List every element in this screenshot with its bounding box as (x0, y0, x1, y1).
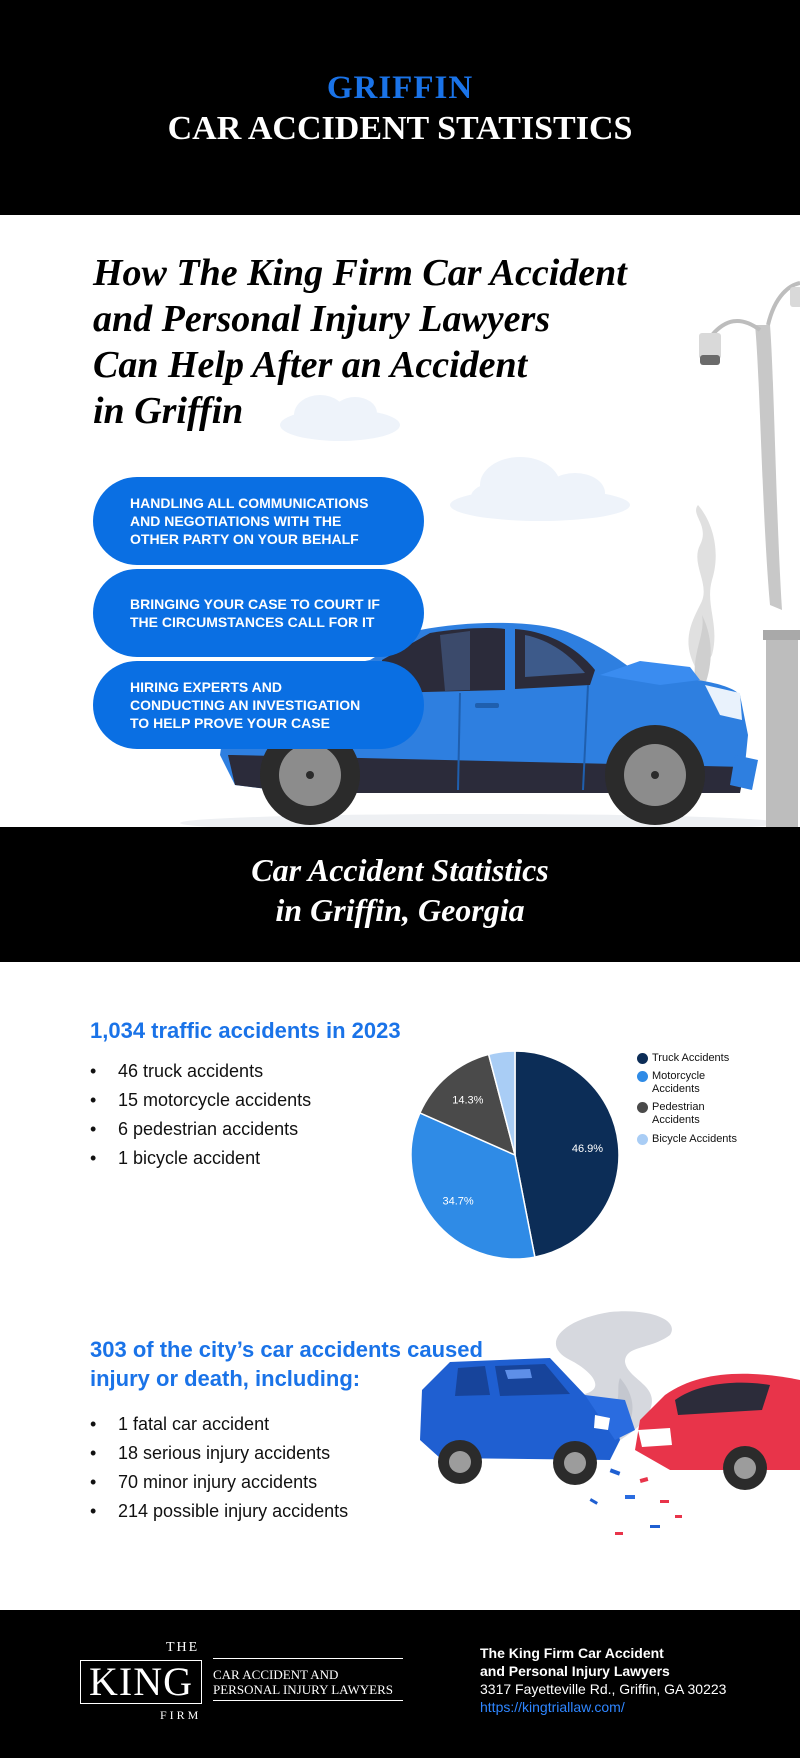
page-footer (0, 1610, 800, 1758)
accidents-heading: 1,034 traffic accidents in 2023 (90, 1018, 401, 1043)
pie-slice-truck-accidents (515, 1051, 619, 1257)
footer-address (480, 1644, 726, 1716)
help-title-line: and Personal Injury Lawyers (93, 298, 551, 340)
pie-data-label: 14.3% (452, 1094, 484, 1107)
header-title: CAR ACCIDENT STATISTICS (167, 110, 633, 147)
injuries-list (90, 1410, 348, 1526)
list-item: • 15 motorcycle accidents (90, 1086, 311, 1115)
service-line: AND NEGOTIATIONS WITH THE (130, 513, 342, 529)
service-line: TO HELP PROVE YOUR CASE (130, 715, 330, 731)
legend-label: Accidents (652, 1114, 700, 1126)
legend-label: Motorcycle (652, 1070, 706, 1082)
legend-entry-truck (637, 1052, 767, 1065)
legend-label: Accidents (652, 1083, 700, 1095)
list-item: • 70 minor injury accidents (90, 1468, 348, 1497)
legend-label: Bicycle Accidents (652, 1133, 737, 1145)
header-city: GRIFFIN (326, 70, 474, 106)
legend-label: Pedestrian (652, 1101, 705, 1113)
injuries-heading-line: injury or death, including: (90, 1366, 361, 1391)
service-line: CONDUCTING AN INVESTIGATION (130, 697, 361, 713)
list-item: • 18 serious injury accidents (90, 1439, 348, 1468)
list-item: • 214 possible injury accidents (90, 1497, 348, 1526)
logo-the: THE (166, 1640, 200, 1655)
website-link[interactable]: https://kingtriallaw.com/ (480, 1699, 625, 1715)
service-line: OTHER PARTY ON YOUR BEHALF (130, 531, 359, 547)
service-line: BRINGING YOUR CASE TO COURT IF (130, 596, 380, 612)
service-item-investigation (93, 661, 424, 749)
stats-header (0, 827, 800, 962)
list-item: • 6 pedestrian accidents (90, 1115, 311, 1144)
logo-tagline (213, 1667, 393, 1697)
logo-rule (213, 1658, 403, 1659)
two-car-collision-illustration (410, 1300, 800, 1580)
list-item: • 46 truck accidents (90, 1057, 311, 1086)
street-address: 3317 Fayetteville Rd., Griffin, GA 30223 (480, 1681, 727, 1697)
legend-swatch (637, 1071, 648, 1082)
pie-data-label: 46.9% (571, 1143, 604, 1156)
legend-label: Truck Accidents (652, 1052, 730, 1064)
service-line: HANDLING ALL COMMUNICATIONS (130, 495, 369, 511)
list-item: • 1 fatal car accident (90, 1410, 348, 1439)
legend-entry-pedestrian (637, 1101, 767, 1127)
list-item: • 1 bicycle accident (90, 1144, 311, 1173)
legend-entry-motorcycle (637, 1070, 767, 1096)
stats-title (0, 850, 800, 930)
service-item-communications (93, 477, 424, 565)
injuries-heading-line: 303 of the city’s car accidents caused (90, 1337, 483, 1362)
accident-type-pie-chart (405, 1045, 625, 1265)
legend-swatch (637, 1134, 648, 1145)
logo-rule (213, 1700, 403, 1701)
stats-title-line: Car Accident Statistics (251, 852, 549, 888)
service-line: THE CIRCUMSTANCES CALL FOR IT (130, 614, 375, 630)
stats-title-line: in Griffin, Georgia (275, 892, 525, 928)
help-title-line: Can Help After an Accident (93, 344, 528, 386)
logo-tagline-line: PERSONAL INJURY LAWYERS (213, 1682, 394, 1697)
service-item-court (93, 569, 424, 657)
help-title-line: How The King Firm Car Accident (93, 252, 627, 294)
service-line: HIRING EXPERTS AND (130, 679, 282, 695)
help-title-line: in Griffin (93, 390, 244, 432)
legend-swatch (637, 1053, 648, 1064)
firm-name-line: and Personal Injury Lawyers (480, 1663, 670, 1679)
page-header (0, 0, 800, 215)
firm-name-line: The King Firm Car Accident (480, 1645, 664, 1661)
legend-swatch (637, 1102, 648, 1113)
legend-entry-bicycle (637, 1133, 767, 1146)
help-title (93, 250, 693, 434)
accidents-list (90, 1057, 311, 1173)
logo-tagline-line: CAR ACCIDENT AND (213, 1667, 339, 1682)
logo-king: KING (80, 1660, 202, 1704)
logo-firm: FIRM (160, 1708, 202, 1722)
help-section (0, 215, 800, 827)
pie-data-label: 34.7% (442, 1195, 474, 1208)
